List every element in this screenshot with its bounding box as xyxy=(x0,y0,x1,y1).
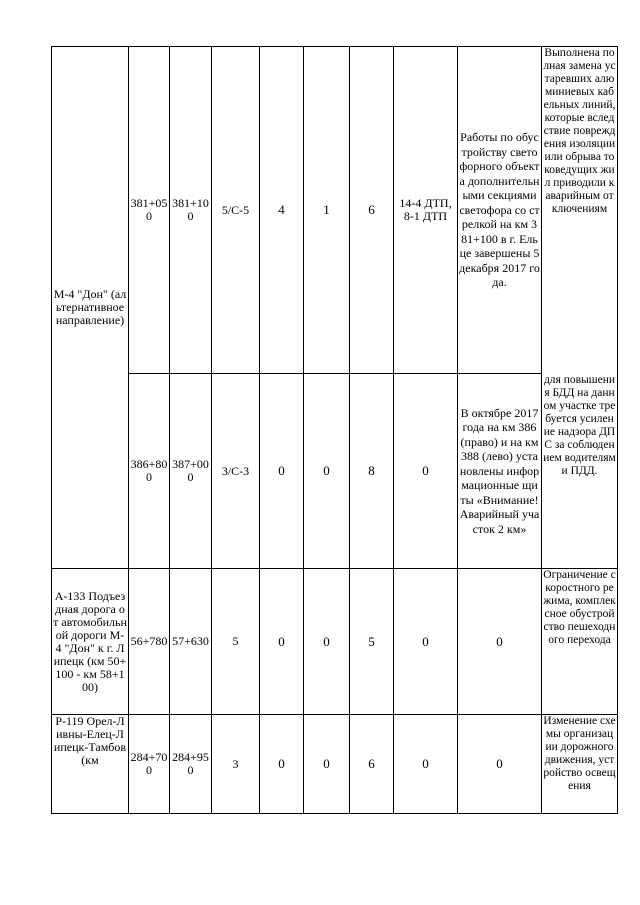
km-start-cell: 284+700 xyxy=(129,715,170,814)
table-row xyxy=(52,569,618,715)
count-cell: 0 xyxy=(260,374,304,569)
km-end-cell: 57+630 xyxy=(170,569,212,715)
count-cell: 8 xyxy=(350,374,394,569)
work-description-cell: 0 xyxy=(458,569,542,715)
category-cell: 5/С-5 xyxy=(212,47,260,374)
note-cell: Выполнена полная замена устаревших алюминиевых кабельных линий, которые вследствие повреждения изоляции или обрыва токоведущих жил приводили к аварийным отключениям xyxy=(542,47,618,374)
table-row xyxy=(52,47,618,374)
road-safety-table xyxy=(51,46,618,814)
note-cell: для повышения БДД на данном участке требуется усиление надзора ДПС за соблюдением водителями ПДД. xyxy=(542,374,618,569)
km-start-cell: 56+780 xyxy=(129,569,170,715)
table-row xyxy=(52,715,618,814)
road-name-cell: А-133 Подъездная дорога от автомобильной дороги М-4 "Дон" к г. Липецк (км 50+100 - км 58+100) xyxy=(52,569,129,715)
accident-count-cell: 0 xyxy=(394,374,458,569)
count-cell: 0 xyxy=(260,715,304,814)
km-end-cell: 381+100 xyxy=(170,47,212,374)
road-name-cell: Р-119 Орел-Ливны-Елец-Липецк-Тамбов (км xyxy=(52,715,129,814)
count-cell: 0 xyxy=(304,374,350,569)
accident-count-cell: 0 xyxy=(394,569,458,715)
category-cell: 3 xyxy=(212,715,260,814)
work-description-cell: В октябре 2017 года на км 386 (право) и на км 388 (лево) установлены информационные щиты «Внимание! Аварийный участок 2 км» xyxy=(458,374,542,569)
note-cell: Ограничение скоростного режима, комплексное обустройство пешеходного перехода xyxy=(542,569,618,715)
category-cell: 5 xyxy=(212,569,260,715)
note-cell: Изменение схемы организации дорожного движения, устройство освещения xyxy=(542,715,618,814)
count-cell: 6 xyxy=(350,715,394,814)
work-description-cell: Работы по обустройству светофорного объекта дополнительными секциями светофора со стрелкой на км 381+100 в г. Ельце завершены 5 декабря 2017 года. xyxy=(458,47,542,374)
count-cell: 5 xyxy=(350,569,394,715)
accident-count-cell: 14-4 ДТП, 8-1 ДТП xyxy=(394,47,458,374)
km-start-cell: 381+050 xyxy=(129,47,170,374)
table-row xyxy=(52,374,618,569)
category-cell: 3/С-3 xyxy=(212,374,260,569)
count-cell: 0 xyxy=(260,569,304,715)
km-end-cell: 284+950 xyxy=(170,715,212,814)
count-cell: 0 xyxy=(304,715,350,814)
accident-count-cell: 0 xyxy=(394,715,458,814)
count-cell: 6 xyxy=(350,47,394,374)
count-cell: 1 xyxy=(304,47,350,374)
count-cell: 0 xyxy=(304,569,350,715)
km-start-cell: 386+800 xyxy=(129,374,170,569)
count-cell: 4 xyxy=(260,47,304,374)
work-description-cell: 0 xyxy=(458,715,542,814)
road-name-cell: М-4 "Дон" (альтернативное направление) xyxy=(52,47,129,569)
km-end-cell: 387+000 xyxy=(170,374,212,569)
